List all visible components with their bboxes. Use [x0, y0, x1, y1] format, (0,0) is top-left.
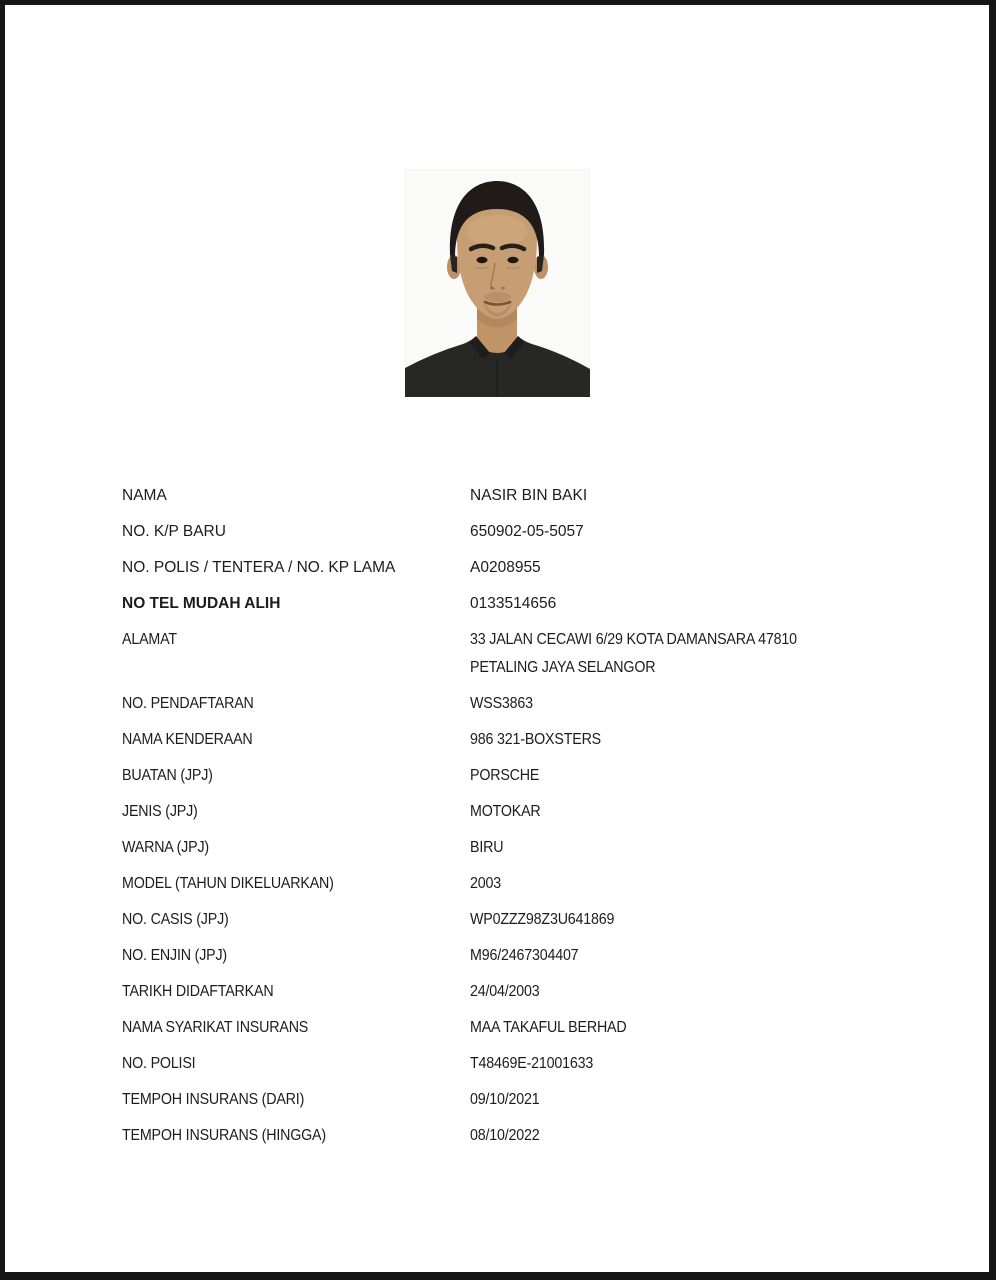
field-value: MAA TAKAFUL BERHAD — [470, 1019, 627, 1036]
portrait-photo-graphic — [405, 169, 590, 397]
field-label: TEMPOH INSURANS (DARI) — [122, 1091, 305, 1108]
field-label: MODEL (TAHUN DIKELUARKAN) — [122, 875, 334, 892]
field-label: TARIKH DIDAFTARKAN — [122, 983, 274, 1000]
field-value: 986 321-BOXSTERS — [470, 731, 602, 748]
field-row — [122, 518, 922, 546]
field-label: ALAMAT — [122, 631, 177, 648]
field-label: NO. POLISI — [122, 1055, 196, 1072]
field-value: A0208955 — [470, 559, 541, 576]
field-row — [122, 1086, 922, 1114]
field-row — [122, 906, 922, 934]
field-row — [122, 690, 922, 718]
field-row — [122, 554, 922, 582]
field-row — [122, 482, 922, 510]
field-label: NO. CASIS (JPJ) — [122, 911, 229, 928]
field-row — [122, 1050, 922, 1078]
field-row — [122, 1122, 922, 1150]
field-row — [122, 978, 922, 1006]
field-label: NO TEL MUDAH ALIH — [122, 595, 281, 612]
field-row — [122, 590, 922, 618]
field-value: 08/10/2022 — [470, 1127, 540, 1144]
fields-list — [122, 482, 922, 1158]
field-label: BUATAN (JPJ) — [122, 767, 213, 784]
field-label: WARNA (JPJ) — [122, 839, 209, 856]
field-value: WSS3863 — [470, 695, 533, 712]
field-label: NAMA — [122, 487, 167, 504]
field-value: 09/10/2021 — [470, 1091, 540, 1108]
field-label: TEMPOH INSURANS (HINGGA) — [122, 1127, 326, 1144]
id-photo — [405, 169, 590, 397]
field-label: NO. PENDAFTARAN — [122, 695, 254, 712]
field-value: 33 JALAN CECAWI 6/29 KOTA DAMANSARA 47810 PETALING JAYA SELANGOR — [470, 631, 797, 676]
field-value: 24/04/2003 — [470, 983, 540, 1000]
document-page — [5, 5, 989, 1272]
field-value: M96/2467304407 — [470, 947, 579, 964]
field-label: NAMA KENDERAAN — [122, 731, 253, 748]
field-label: NO. ENJIN (JPJ) — [122, 947, 227, 964]
field-label: NO. POLIS / TENTERA / NO. KP LAMA — [122, 559, 396, 576]
field-value: BIRU — [470, 839, 504, 856]
field-value: 2003 — [470, 875, 501, 892]
field-value: WP0ZZZ98Z3U641869 — [470, 911, 615, 928]
field-row — [122, 726, 922, 754]
field-label: NAMA SYARIKAT INSURANS — [122, 1019, 309, 1036]
field-row — [122, 1014, 922, 1042]
field-row — [122, 626, 922, 682]
field-row — [122, 870, 922, 898]
field-label: JENIS (JPJ) — [122, 803, 198, 820]
field-value: PORSCHE — [470, 767, 540, 784]
field-label: NO. K/P BARU — [122, 523, 226, 540]
field-row — [122, 834, 922, 862]
field-value: NASIR BIN BAKI — [470, 487, 588, 504]
field-value: MOTOKAR — [470, 803, 541, 820]
field-row — [122, 942, 922, 970]
field-row — [122, 762, 922, 790]
field-value: 650902-05-5057 — [470, 523, 584, 540]
field-row — [122, 798, 922, 826]
field-value: T48469E-21001633 — [470, 1055, 594, 1072]
field-value: 0133514656 — [470, 595, 557, 612]
